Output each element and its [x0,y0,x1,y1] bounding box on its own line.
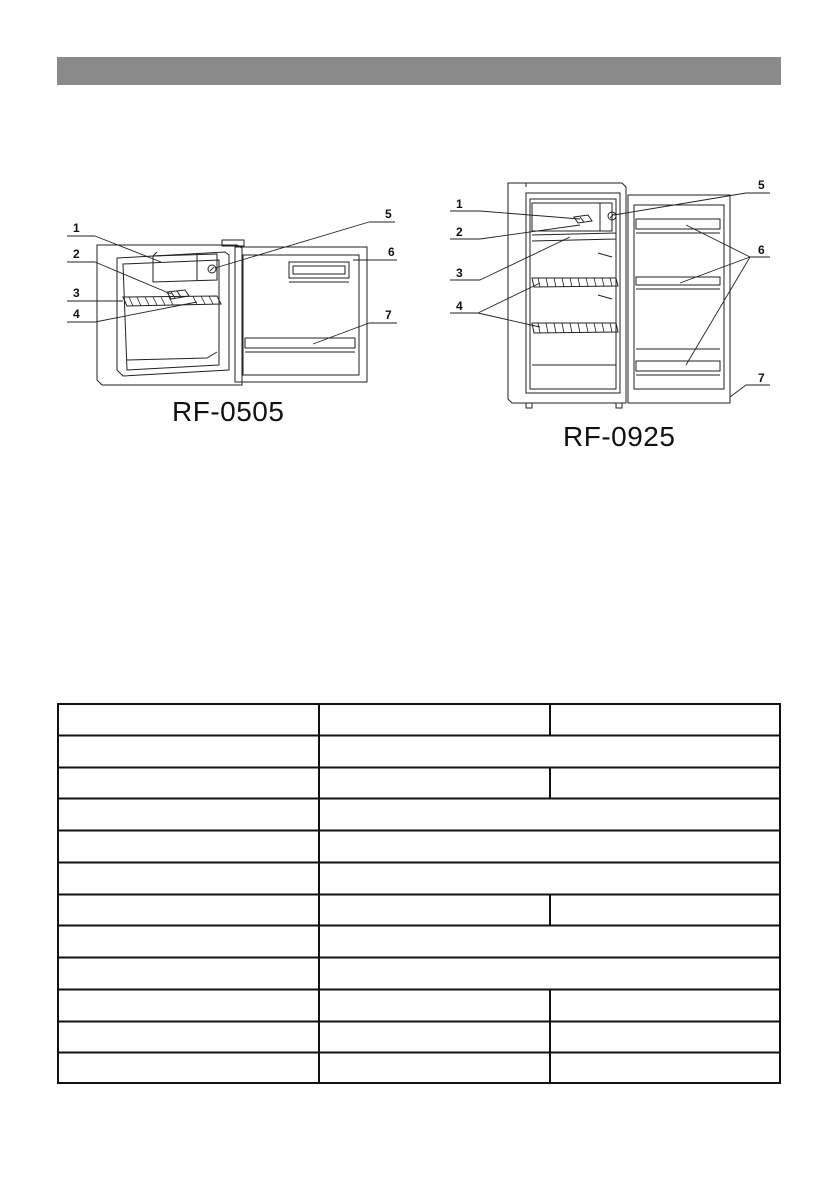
callout-2: 2 [456,225,463,239]
callout-6: 6 [388,245,395,259]
callout-1: 1 [456,197,463,211]
figure-rf-0925 [440,175,780,410]
callout-4: 4 [456,299,463,313]
model-label-rf-0505: RF-0505 [172,396,285,427]
fridge-diagram-rf-0505 [57,200,417,390]
callout-7: 7 [385,308,392,322]
callout-3: 3 [456,266,463,280]
section-header-bar [57,57,781,85]
callout-5: 5 [385,207,392,221]
fridge-diagram-rf-0925 [440,175,780,410]
callout-3: 3 [73,286,80,300]
callout-7: 7 [758,371,765,385]
model-label-rf-0925: RF-0925 [563,421,676,452]
callout-4: 4 [73,307,80,321]
callout-2: 2 [73,247,80,261]
callout-1: 1 [73,221,80,235]
callout-5: 5 [758,178,765,192]
specifications-table [57,703,781,1084]
callout-6: 6 [758,243,765,257]
figure-rf-0505 [57,200,417,390]
